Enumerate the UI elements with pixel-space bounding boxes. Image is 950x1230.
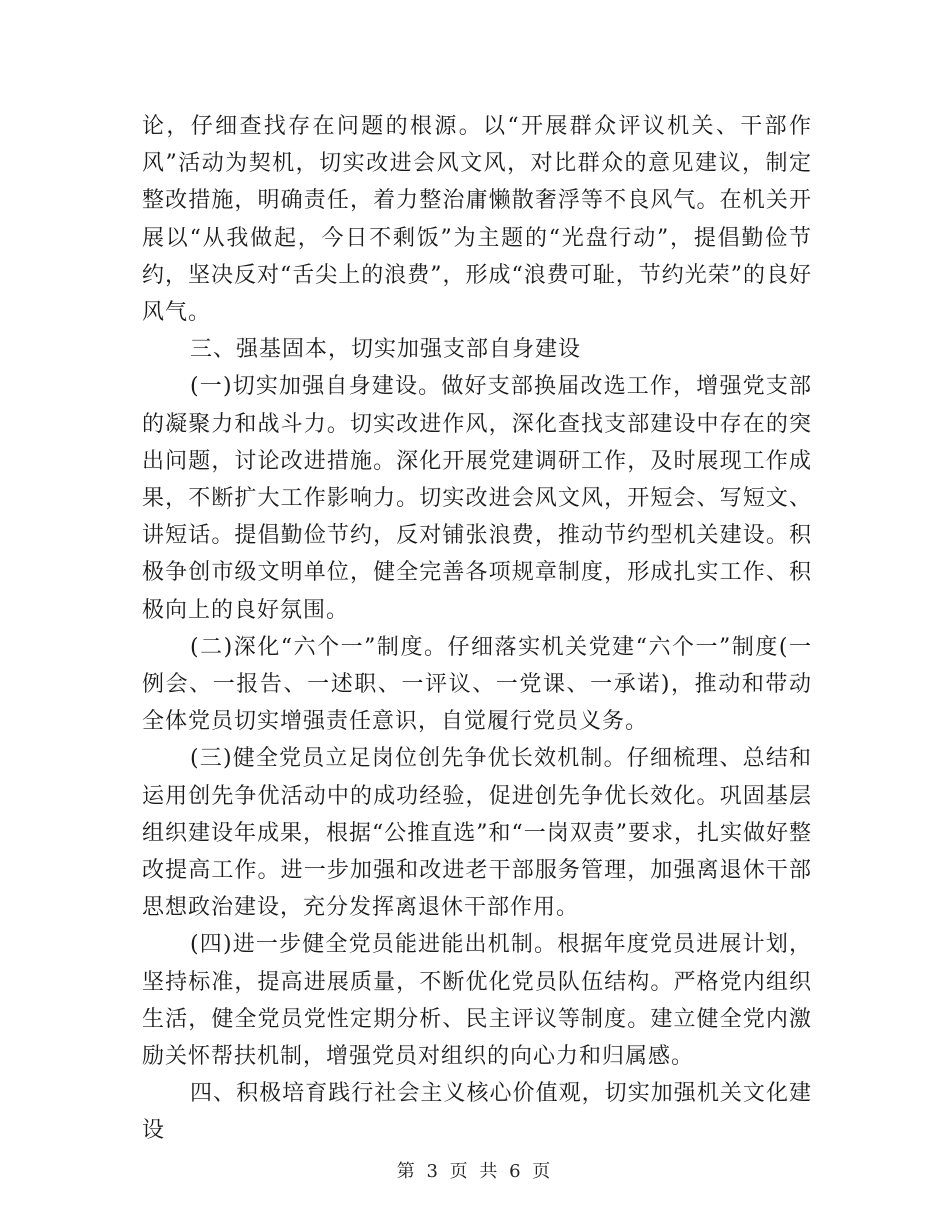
document-body <box>142 108 812 1150</box>
page-number-footer: 第 3 页 共 6 页 <box>396 1161 554 1182</box>
paragraph-1: 论，仔细查找存在问题的根源。以“开展群众评议机关、干部作风”活动为契机，切实改进会风文风，对比群众的意见建议，制定整改措施，明确责任，着力整治庸懒散奢浮等不良风气。在机关开展以“从我做起，今日不剩饭”为主题的“光盘行动”，提倡勤俭节约，坚决反对“舌尖上的浪费”，形成“浪费可耻，节约光荣”的良好风气。 <box>142 114 812 326</box>
paragraph-3-4: (四)进一步健全党员能进能出机制。根据年度党员进展计划，坚持标准，提高进展质量，不断优化党员队伍结构。严格党内组织生活，健全党员党性定期分析、民主评议等制度。建立健全党内激励关怀帮扶机制，增强党员对组织的向心力和归属感。 <box>142 932 812 1070</box>
paragraph-3-3: (三)健全党员立足岗位创先争优长效机制。仔细梳理、总结和运用创先争优活动中的成功经验，促进创先争优长效化。巩固基层组织建设年成果，根据“公推直选”和“一岗双责”要求，扎实做好整改提高工作。进一步加强和改进老干部服务管理，加强离退休干部思想政治建设，充分发挥离退休干部作用。 <box>142 746 812 921</box>
section-heading-4: 四、积极培育践行社会主义核心价值观，切实加强机关文化建设 <box>142 1081 812 1144</box>
paragraph-3-2: (二)深化“六个一”制度。仔细落实机关党建“六个一”制度(一例会、一报告、一述职、一评议、一党课、一承诺)，推动和带动全体党员切实增强责任意识，自觉履行党员义务。 <box>142 634 812 735</box>
section-heading-3: 三、强基固本，切实加强支部自身建设 <box>190 337 582 363</box>
paragraph-3-1: (一)切实加强自身建设。做好支部换届改选工作，增强党支部的凝聚力和战斗力。切实改进作风，深化查找支部建设中存在的突出问题，讨论改进措施。深化开展党建调研工作，及时展现工作成果，不断扩大工作影响力。切实改进会风文风，开短会、写短文、讲短话。提倡勤俭节约，反对铺张浪费，推动节约型机关建设。积极争创市级文明单位，健全完善各项规章制度，形成扎实工作、积极向上的良好氛围。 <box>142 374 812 623</box>
